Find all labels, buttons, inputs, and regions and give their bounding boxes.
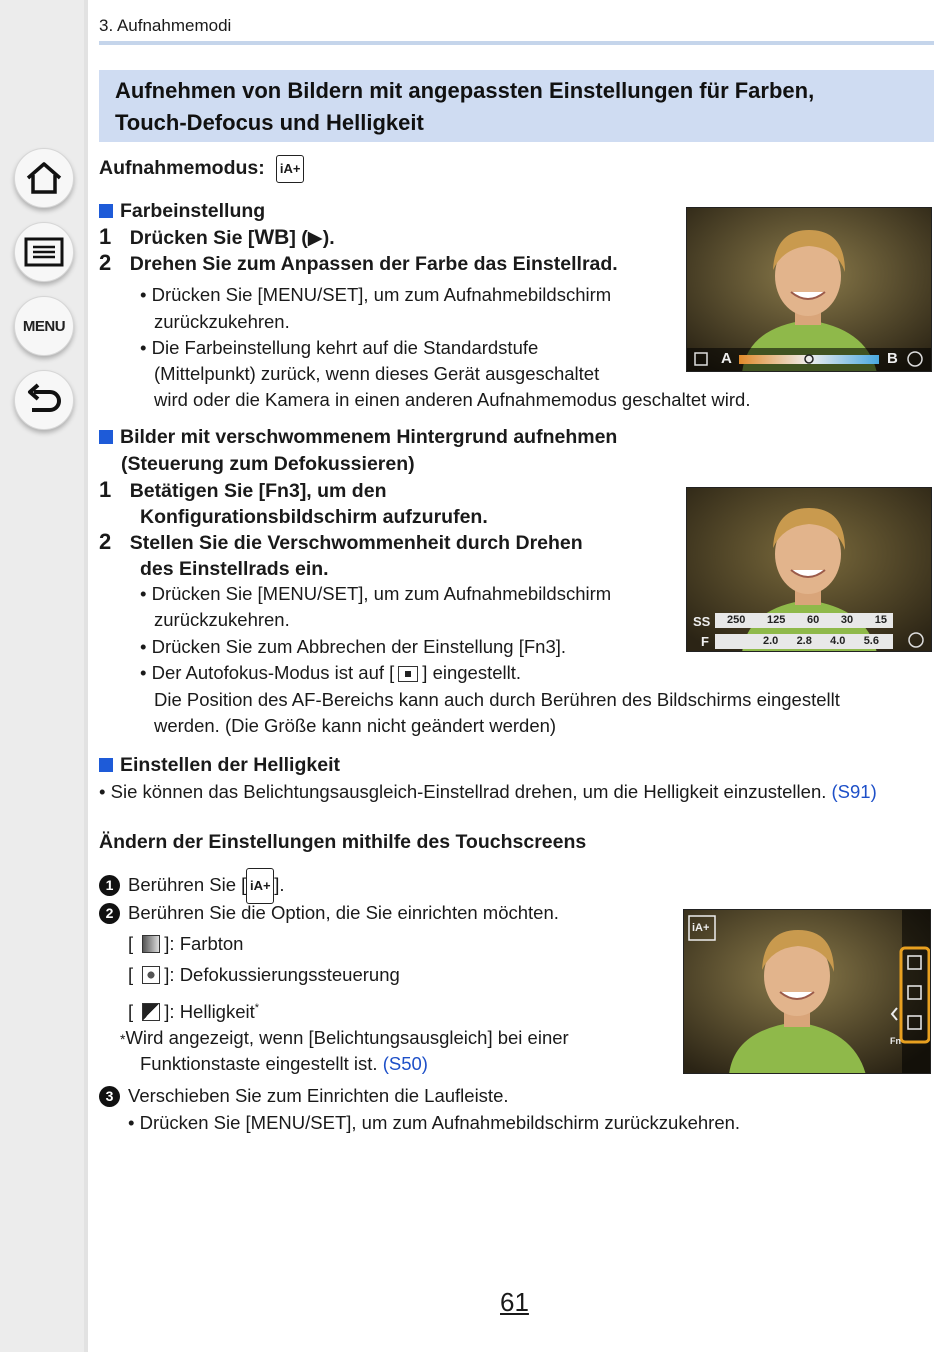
list-icon: [24, 237, 64, 267]
footnote-cont: Funktionstaste eingestellt ist. (S50): [140, 1053, 428, 1074]
defocus-example-photo: [686, 487, 932, 652]
intelligent-auto-plus-icon: iA+: [276, 155, 304, 183]
wb-icon: WB: [254, 226, 290, 249]
defocus-bullet-3-cont2: werden. (Die Größe kann nicht geändert werden): [154, 715, 557, 736]
defocus-step-1: 1 Betätigen Sie [Fn3], um den: [99, 477, 387, 502]
portrait-image: [684, 910, 931, 1074]
recording-mode: [99, 155, 304, 183]
square-bullet-icon: [99, 758, 113, 772]
defocus-bullet-3: • Der Autofokus-Modus ist auf [ ] eingestellt.: [140, 662, 522, 683]
recording-mode-label: Aufnahmemodus:: [99, 157, 265, 180]
defocus-step-1-cont: Konfigurationsbildschirm aufzurufen.: [140, 506, 488, 528]
footnote: *Wird angezeigt, wenn [Belichtungsausgleich] bei einer: [120, 1027, 569, 1048]
shutter-speed-scale: 250 125 60 30 15: [727, 614, 887, 626]
defocus-bullet-1-cont: zurückzukehren.: [154, 609, 290, 630]
page-link-s50[interactable]: (S50): [382, 1053, 428, 1074]
defocus-step-2-cont: des Einstellrads ein.: [140, 558, 329, 580]
touch-example-photo: [683, 909, 931, 1074]
defocus-step-2: 2 Stellen Sie die Verschwommenheit durch Drehen: [99, 529, 583, 554]
title-line-2: Touch-Defocus und Helligkeit: [115, 110, 424, 135]
color-bullet-1-cont: zurückzukehren.: [154, 311, 290, 332]
page-link-s91[interactable]: (S91): [831, 781, 877, 802]
defocus-bullet-2: • Drücken Sie zum Abbrechen der Einstellung [Fn3].: [140, 636, 567, 657]
color-bullet-1: • Drücken Sie [MENU/SET], um zum Aufnahmebildschirm: [140, 284, 612, 305]
cool-label: B: [887, 350, 898, 367]
home-button[interactable]: [14, 148, 74, 208]
title-line-1: Aufnehmen von Bildern mit angepassten Einstellungen für Farben,: [115, 78, 815, 103]
brightness-text: • Sie können das Belichtungsausgleich-Einstellrad drehen, um die Helligkeit einzustellen. (S91): [99, 781, 877, 802]
back-button[interactable]: [14, 370, 74, 430]
touch-step-3: 3 Verschieben Sie zum Einrichten die Laufleiste.: [99, 1085, 509, 1107]
brightness-heading: Einstellen der Helligkeit: [99, 754, 340, 777]
single-area-af-icon: [398, 666, 418, 682]
page-number: 61: [500, 1287, 529, 1317]
warm-label: A: [721, 350, 732, 367]
portrait-image: [687, 208, 932, 372]
square-bullet-icon: [99, 430, 113, 444]
color-bullet-2-cont2: wird oder die Kamera in einen anderen Aufnahmemodus geschaltet wird.: [154, 389, 751, 410]
defocus-heading-cont: (Steuerung zum Defokussieren): [121, 453, 415, 475]
intelligent-auto-plus-icon: iA+: [246, 868, 274, 904]
aperture-label: F: [701, 634, 709, 649]
touch-step-3-bullet: • Drücken Sie [MENU/SET], um zum Aufnahmebildschirm zurückzukehren.: [128, 1112, 741, 1133]
touch-heading: Ändern der Einstellungen mithilfe des Touchscreens: [99, 831, 587, 853]
color-bullet-2: • Die Farbeinstellung kehrt auf die Standardstufe: [140, 337, 539, 358]
section-title: [99, 70, 934, 142]
color-tone-icon: [142, 935, 160, 953]
touch-step-2: 2 Berühren Sie die Option, die Sie einrichten möchten.: [99, 902, 559, 924]
color-step-2: 2 Drehen Sie zum Anpassen der Farbe das Einstellrad.: [99, 250, 618, 275]
header-divider: [99, 41, 934, 45]
square-bullet-icon: [99, 204, 113, 218]
home-icon: [24, 160, 64, 196]
right-arrow-icon: ▶: [307, 227, 323, 249]
menu-button[interactable]: [14, 296, 74, 356]
portrait-image: [687, 488, 932, 652]
sidebar: [0, 0, 88, 1352]
color-bullet-2-cont: (Mittelpunkt) zurück, wenn dieses Gerät ausgeschaltet: [154, 363, 600, 384]
color-heading: Farbeinstellung: [99, 200, 265, 223]
chapter-title: 3. Aufnahmemodi: [99, 16, 232, 35]
shutter-speed-label: SS: [693, 614, 711, 629]
color-step-1: 1 Drücken Sie [WB] (▶).: [99, 224, 335, 249]
photo-mode-icon: iA+: [692, 922, 710, 934]
fn-label: Fn: [890, 1036, 901, 1046]
defocus-bullet-3-cont: Die Position des AF-Bereichs kann auch durch Berühren des Bildschirms eingestellt: [154, 689, 840, 710]
touch-step-1: 1 Berühren Sie [ iA+ ].: [99, 868, 285, 904]
brightness-icon: [142, 1003, 160, 1021]
defocus-heading: Bilder mit verschwommenem Hintergrund aufnehmen: [99, 426, 617, 449]
option-brightness: [ ]: Helligkeit*: [128, 1001, 260, 1022]
return-arrow-icon: [24, 382, 64, 418]
aperture-scale: 2.0 2.8 4.0 5.6: [763, 635, 879, 647]
defocus-bullet-1: • Drücken Sie [MENU/SET], um zum Aufnahmebildschirm: [140, 583, 612, 604]
color-example-photo: [686, 207, 932, 372]
option-defocus: [ ]: Defokussierungssteuerung: [128, 964, 400, 985]
contents-button[interactable]: [14, 222, 74, 282]
menu-label: MENU: [22, 317, 66, 335]
option-color-tone: [ ]: Farbton: [128, 933, 244, 954]
defocus-icon: [142, 966, 160, 984]
